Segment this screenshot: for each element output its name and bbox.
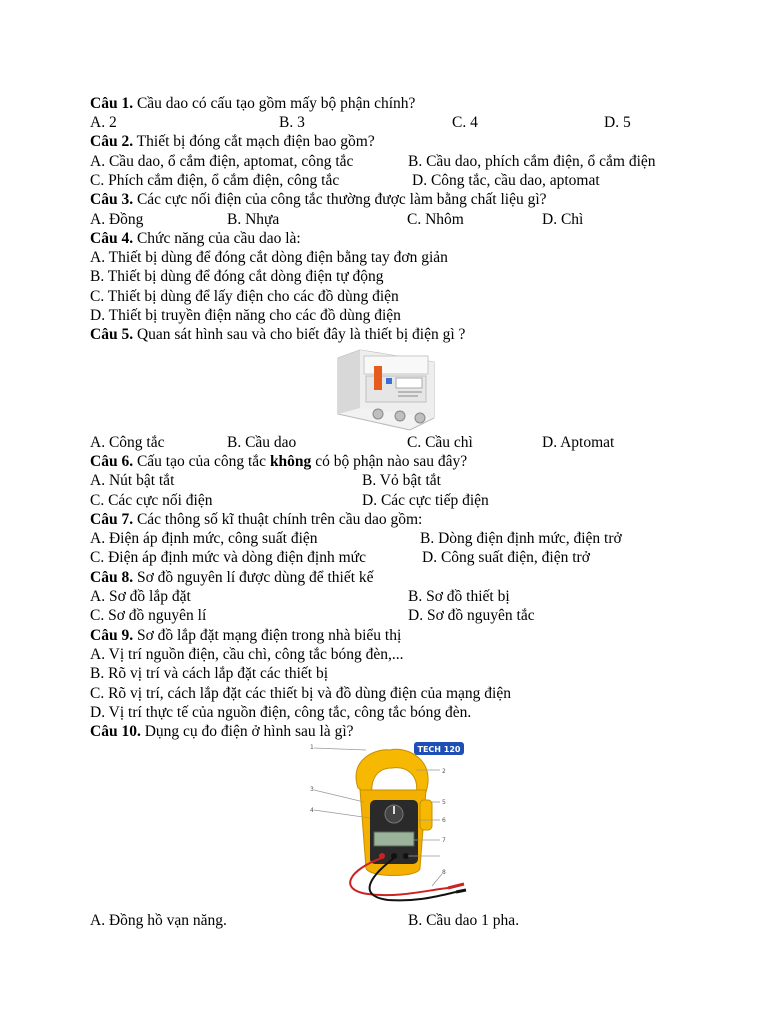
question-6 xyxy=(90,452,467,471)
option-a: A. Vị trí nguồn điện, cầu chì, công tắc bóng đèn,... xyxy=(90,646,404,663)
question-number: Câu 7. xyxy=(90,511,134,528)
question-2 xyxy=(90,132,375,151)
question-4 xyxy=(90,229,301,248)
question-number: Câu 4. xyxy=(90,230,134,247)
question-text: Cầu dao có cấu tạo gồm mấy bộ phận chính? xyxy=(133,95,416,112)
option-c: C. 4 xyxy=(452,114,478,131)
question-text: Dụng cụ đo điện ở hình sau là gì? xyxy=(140,723,354,740)
option-d: D. Công suất điện, điện trở xyxy=(422,549,590,566)
question-number: Câu 1. xyxy=(90,95,134,112)
option-a: A. Đồng xyxy=(90,211,144,228)
question-3 xyxy=(90,190,547,209)
option-c: C. Sơ đồ nguyên lí xyxy=(90,607,207,624)
callout-label: 1 xyxy=(310,744,314,751)
option-a: A. Sơ đồ lắp đặt xyxy=(90,588,191,605)
callout-label: 2 xyxy=(442,768,446,775)
option-b: B. Dòng điện định mức, điện trở xyxy=(420,530,622,547)
question-emphasis: không xyxy=(269,453,312,470)
option-d: D. Chì xyxy=(542,211,584,228)
callout-label: 4 xyxy=(310,807,314,814)
question-text: Chức năng của cầu dao là: xyxy=(133,230,301,247)
option-d: D. Các cực tiếp điện xyxy=(362,492,489,509)
callout-label: 6 xyxy=(442,817,446,824)
question-number: Câu 5. xyxy=(90,326,134,343)
option-c: C. Rõ vị trí, cách lắp đặt các thiết bị và đồ dùng điện của mạng điện xyxy=(90,685,511,702)
question-number: Câu 8. xyxy=(90,569,134,586)
option-a: A. Điện áp định mức, công suất điện xyxy=(90,530,318,547)
question-10 xyxy=(90,722,354,741)
option-c: C. Phích cắm điện, ổ cắm điện, công tắc xyxy=(90,172,340,189)
question-text: Các thông số kĩ thuật chính trên cầu dao gồm: xyxy=(133,511,423,528)
callout-label: 3 xyxy=(310,786,314,793)
clamp-meter-image xyxy=(308,740,468,904)
question-text: Các cực nối điện của công tắc thường được làm bằng chất liệu gì? xyxy=(133,191,547,208)
question-text: Cấu tạo của công tắc xyxy=(133,453,270,470)
question-5 xyxy=(90,325,465,344)
question-1 xyxy=(90,94,415,113)
question-text: Sơ đồ nguyên lí được dùng để thiết kế xyxy=(133,569,374,586)
question-9 xyxy=(90,626,401,645)
callout-label: 5 xyxy=(442,799,446,806)
option-b: B. Vỏ bật tắt xyxy=(362,472,441,489)
option-b: B. Rõ vị trí và cách lắp đặt các thiết bị xyxy=(90,665,329,682)
question-8 xyxy=(90,568,374,587)
option-b: B. Cầu dao 1 pha. xyxy=(408,912,520,929)
option-a: A. Thiết bị dùng để đóng cắt dòng điện bằng tay đơn giản xyxy=(90,249,448,266)
option-b: B. Cầu dao, phích cắm điện, ổ cắm điện xyxy=(408,153,656,170)
question-text: có bộ phận nào sau đây? xyxy=(311,453,468,470)
option-d: D. Aptomat xyxy=(542,434,615,451)
option-c: C. Điện áp định mức và dòng điện định mức xyxy=(90,549,366,566)
option-b: B. Thiết bị dùng để đóng cắt dòng điện tự động xyxy=(90,268,384,285)
callout-label: 8 xyxy=(442,869,446,876)
option-c: C. Cầu chì xyxy=(407,434,473,451)
question-text: Sơ đồ lắp đặt mạng điện trong nhà biểu thị xyxy=(133,627,402,644)
question-text: Quan sát hình sau và cho biết đây là thiết bị điện gì ? xyxy=(133,326,466,343)
option-c: C. Thiết bị dùng để lấy điện cho các đồ dùng điện xyxy=(90,288,399,305)
option-a: A. 2 xyxy=(90,114,117,131)
option-d: D. 5 xyxy=(604,114,631,131)
option-a: A. Đồng hồ vạn năng. xyxy=(90,912,227,929)
option-d: D. Thiết bị truyền điện năng cho các đồ dùng điện xyxy=(90,307,401,324)
question-text: Thiết bị đóng cắt mạch điện bao gồm? xyxy=(133,133,375,150)
option-d: D. Công tắc, cầu dao, aptomat xyxy=(412,172,600,189)
brand-logo: TECH 120 xyxy=(417,745,461,754)
option-a: A. Công tắc xyxy=(90,434,165,451)
option-d: D. Sơ đồ nguyên tắc xyxy=(408,607,535,624)
callout-label: 7 xyxy=(442,837,446,844)
option-c: C. Nhôm xyxy=(407,211,464,228)
question-7 xyxy=(90,510,422,529)
option-a: A. Nút bật tắt xyxy=(90,472,175,489)
question-number: Câu 9. xyxy=(90,627,134,644)
option-a: A. Cầu dao, ổ cắm điện, aptomat, công tắc xyxy=(90,153,354,170)
circuit-breaker-image xyxy=(330,348,438,432)
option-b: B. Cầu dao xyxy=(227,434,297,451)
question-number: Câu 2. xyxy=(90,133,134,150)
option-d: D. Vị trí thực tế của nguồn điện, công tắc, công tắc bóng đèn. xyxy=(90,704,472,721)
question-number: Câu 6. xyxy=(90,453,134,470)
option-b: B. Sơ đồ thiết bị xyxy=(408,588,510,605)
option-b: B. Nhựa xyxy=(227,211,280,228)
question-number: Câu 10. xyxy=(90,723,141,740)
option-c: C. Các cực nối điện xyxy=(90,492,213,509)
question-number: Câu 3. xyxy=(90,191,134,208)
option-b: B. 3 xyxy=(279,114,305,131)
